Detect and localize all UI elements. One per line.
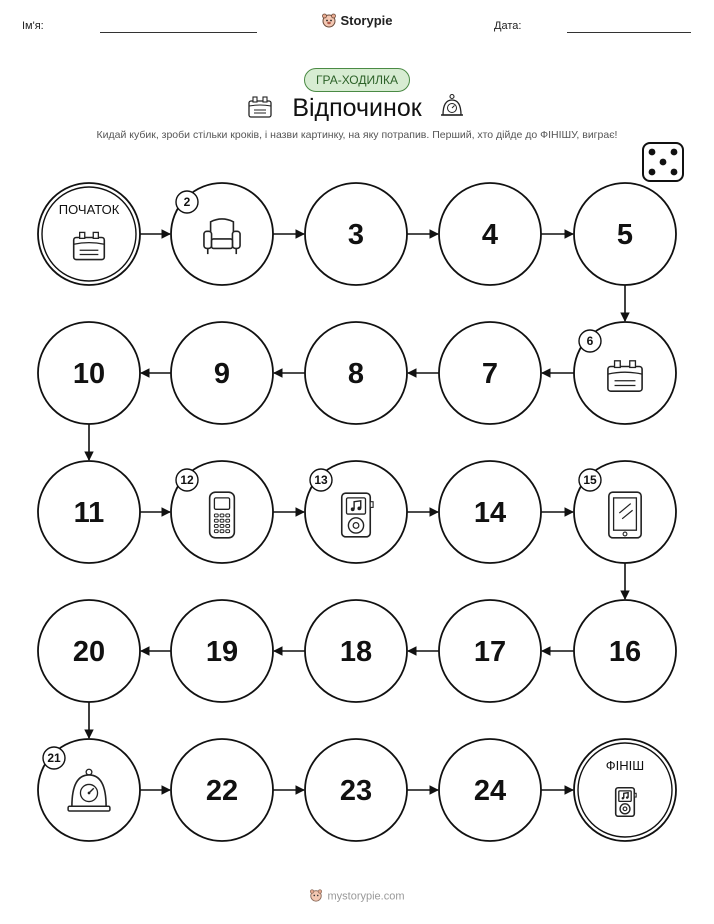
board-cell[interactable] (171, 600, 273, 702)
cell-number: 18 (339, 636, 373, 668)
board-cell[interactable] (38, 322, 140, 424)
board-cell[interactable] (171, 322, 273, 424)
board-cell[interactable] (305, 600, 407, 702)
board-cell[interactable] (439, 183, 541, 285)
board-cell[interactable] (171, 461, 273, 563)
board-cell[interactable] (305, 739, 407, 841)
board-cell[interactable] (305, 461, 407, 563)
cell-number: 5 (616, 219, 634, 251)
start-label: ПОЧАТОК (58, 202, 120, 217)
board-cells (38, 183, 676, 841)
game-type-badge: ГРА-ХОДИЛКА (304, 68, 410, 92)
cell-number: 9 (213, 358, 231, 390)
cell-number: 8 (347, 358, 365, 390)
cell-number: 19 (205, 636, 239, 668)
board-cell[interactable] (305, 183, 407, 285)
board-cell[interactable] (38, 461, 140, 563)
board-cell[interactable] (439, 461, 541, 563)
music-player-icon (342, 493, 373, 537)
tablet-icon (609, 492, 641, 538)
instructions: Кидай кубик, зроби стільки кроків, і назви картинку, на яку потрапив. Перший, хто дійде до ФІНІШУ, виграє! (96, 129, 618, 141)
cell-number: 13 (314, 473, 328, 487)
cell-number: 17 (473, 636, 507, 668)
cell-number: 2 (183, 195, 191, 209)
cell-number: 24 (473, 775, 507, 807)
finish-cell[interactable] (574, 739, 676, 841)
cell-number: 16 (608, 636, 642, 668)
cell-number: 15 (583, 473, 597, 487)
cell-number: 12 (180, 473, 194, 487)
board-cell[interactable] (38, 600, 140, 702)
finish-label: ФІНІШ (605, 758, 645, 773)
dice-icon[interactable] (643, 143, 683, 181)
board-cell[interactable] (439, 322, 541, 424)
board-cell[interactable] (574, 183, 676, 285)
cell-number: 4 (481, 219, 499, 251)
name-label: Ім'я: (22, 20, 44, 32)
cell-number: 21 (47, 751, 61, 765)
board-cell[interactable] (439, 600, 541, 702)
cell-number: 10 (72, 358, 106, 390)
cell-number: 22 (205, 775, 239, 807)
storypie-mascot-icon (309, 888, 323, 905)
date-label: Дата: (494, 20, 522, 32)
board-cell[interactable] (38, 739, 140, 841)
board-cell[interactable] (439, 739, 541, 841)
board-cell[interactable] (171, 739, 273, 841)
footer-site[interactable]: mystorypie.com (327, 890, 405, 903)
cell-number: 11 (73, 497, 105, 529)
mobile-phone-icon (210, 492, 235, 538)
board-cell[interactable] (574, 461, 676, 563)
cell-number: 3 (347, 219, 365, 251)
footer (0, 888, 714, 905)
board-cell[interactable] (574, 322, 676, 424)
cell-number: 23 (339, 775, 373, 807)
start-cell[interactable] (38, 183, 140, 285)
brand-name: Storypie (340, 12, 393, 28)
cell-number: 7 (481, 358, 499, 390)
cell-number: 20 (72, 636, 106, 668)
board-cell[interactable] (574, 600, 676, 702)
board-cell[interactable] (305, 322, 407, 424)
cell-number: 14 (473, 497, 507, 529)
board-cell[interactable] (171, 183, 273, 285)
music-player-icon (616, 788, 636, 817)
page-title: Відпочинок (292, 94, 422, 122)
cell-number: 6 (586, 334, 594, 348)
